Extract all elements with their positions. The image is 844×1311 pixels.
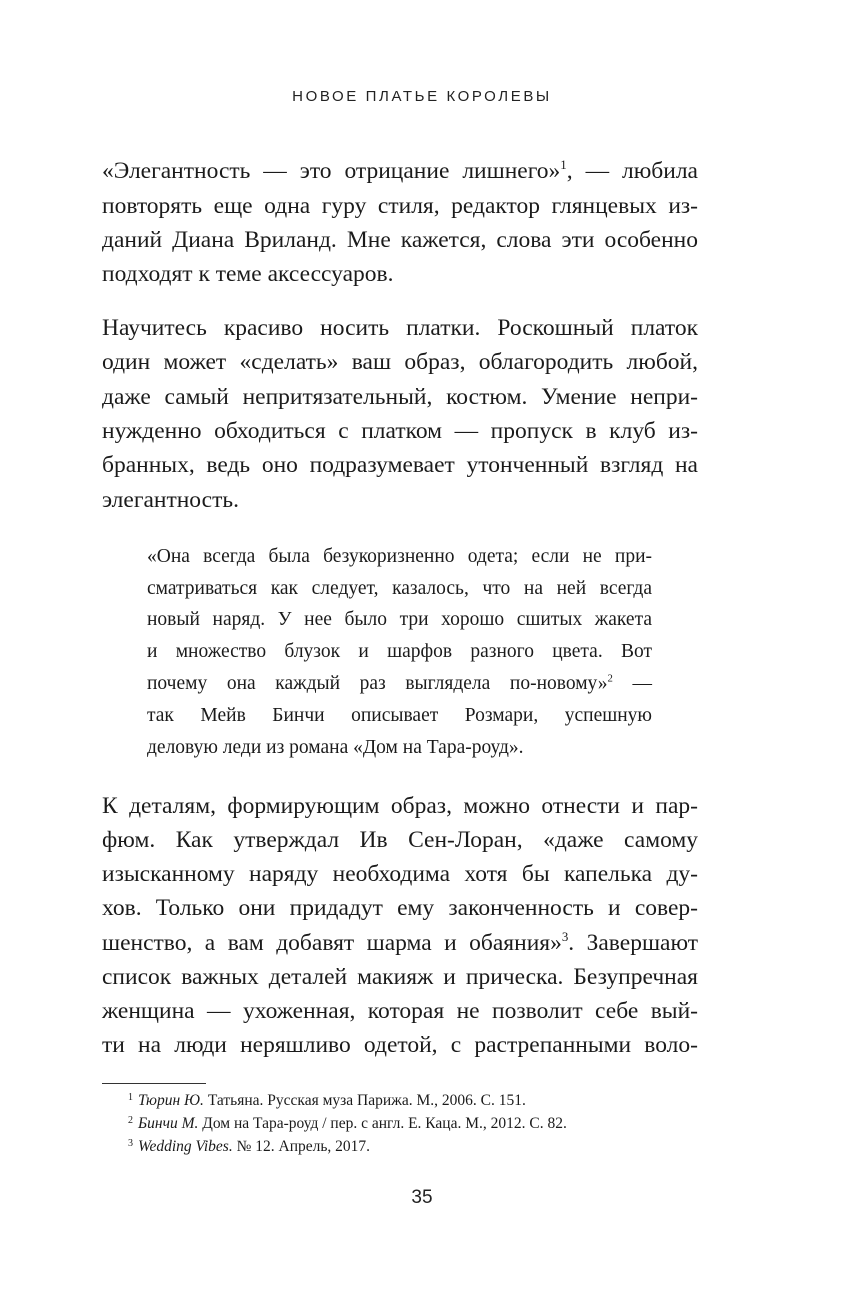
running-head: НОВОЕ ПЛАТЬЕ КОРОЛЕВЫ [292, 88, 552, 105]
paragraph-2-line-4: нужденно обходиться с платком — пропуск в клуб из- [102, 418, 698, 444]
paragraph-3-line-5 [102, 928, 698, 956]
footnote-text: № 12. Апрель, 2017. [232, 1138, 371, 1155]
paragraph-3-line-1: К деталям, формирующим образ, можно отнести и пар- [102, 793, 698, 819]
footnote-ref-2[interactable]: 2 [607, 672, 613, 685]
footnote-ref-3[interactable]: 3 [561, 928, 569, 944]
paragraph-3-line-3: изысканному наряду необходима хотя бы капелька ду- [102, 861, 698, 887]
paragraph-3-line-7: женщина — ухоженная, которая не позволит себе вый- [102, 998, 698, 1024]
footnote-1 [128, 1093, 526, 1109]
footnote-text: Дом на Тара-роуд / пер. с англ. Е. Каца. М., 2012. С. 82. [198, 1115, 567, 1132]
footnote-divider [102, 1083, 206, 1084]
quote-line-2: сматриваться как следует, казалось, что на ней всегда [147, 578, 652, 599]
paragraph-2-line-1: Научитесь красиво носить платки. Роскошный платок [102, 315, 698, 341]
paragraph-2-line-6: элегантность. [102, 487, 239, 513]
text-fragment: — [612, 673, 652, 694]
footnote-3 [128, 1139, 370, 1155]
footnote-author: Бинчи М. [138, 1115, 199, 1132]
paragraph-2-line-2: один может «сделать» ваш образ, облагородить любой, [102, 349, 698, 375]
quote-line-5 [147, 674, 652, 694]
paragraph-3-line-6: список важных деталей макияж и прическа. Безупречная [102, 964, 698, 990]
quote-line-7: деловую леди из романа «Дом на Тара-роуд». [147, 737, 524, 758]
footnote-2 [128, 1116, 567, 1132]
footnote-text: Татьяна. Русская муза Парижа. М., 2006. С. 151. [203, 1092, 526, 1109]
paragraph-1-line-1 [102, 156, 698, 184]
page-number: 35 [411, 1187, 433, 1208]
quote-line-1: «Она всегда была безукоризненно одета; если не при- [147, 546, 652, 567]
footnote-mark: 3 [128, 1138, 133, 1149]
text-fragment: «Элегантность — это отрицание лишнего» [102, 158, 561, 184]
paragraph-2-line-3: даже самый непритязательный, костюм. Умение непри- [102, 384, 698, 410]
paragraph-3-line-2: фюм. Как утверждал Ив Сен-Лоран, «даже самому [102, 827, 698, 853]
paragraph-2-line-5: бранных, ведь оно подразумевает утонченный взгляд на [102, 452, 698, 478]
paragraph-1-line-3: даний Диана Вриланд. Мне кажется, слова эти особенно [102, 227, 698, 253]
quote-line-4: и множество блузок и шарфов разного цвета. Вот [147, 641, 652, 662]
paragraph-1-line-4: подходят к теме аксессуаров. [102, 261, 394, 287]
paragraph-3-line-8: ти на люди неряшливо одетой, с растрепанными воло- [102, 1032, 698, 1058]
footnote-ref-1[interactable]: 1 [560, 156, 567, 172]
text-fragment: , — любила [566, 158, 698, 184]
paragraph-3-line-4: хов. Только они придадут ему законченность и совер- [102, 895, 698, 921]
quote-line-3: новый наряд. У нее было три хорошо сшитых жакета [147, 609, 652, 630]
quote-line-6: так Мейв Бинчи описывает Розмари, успешную [147, 705, 652, 726]
footnote-author: Wedding Vibes. [138, 1138, 233, 1155]
footnote-author: Тюрин Ю. [138, 1092, 204, 1109]
text-fragment: . Завершают [568, 930, 698, 956]
text-fragment: шенство, а вам добавят шарма и обаяния» [102, 930, 562, 956]
paragraph-1-line-2: повторять еще одна гуру стиля, редактор глянцевых из- [102, 193, 698, 219]
text-fragment: почему она каждый раз выглядела по-новому» [147, 673, 608, 694]
footnote-mark: 1 [128, 1092, 133, 1103]
footnote-mark: 2 [128, 1115, 133, 1126]
